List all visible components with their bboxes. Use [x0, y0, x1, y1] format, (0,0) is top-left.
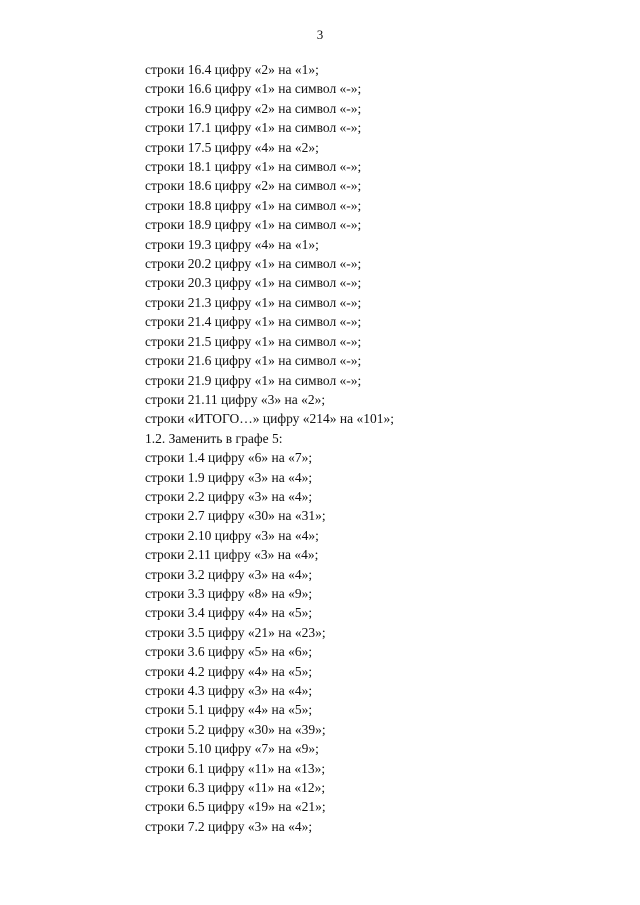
- document-line: строки 18.8 цифру «1» на символ «-»;: [145, 197, 362, 213]
- document-line: строки 7.2 цифру «3» на «4»;: [145, 818, 313, 834]
- document-line: строки 3.5 цифру «21» на «23»;: [145, 624, 326, 640]
- page-number: 3: [316, 27, 324, 42]
- document-line: строки 16.4 цифру «2» на «1»;: [145, 62, 319, 77]
- document-line: строки 20.3 цифру «1» на символ «-»;: [145, 275, 362, 291]
- document-line: строки 1.4 цифру «6» на «7»;: [145, 450, 313, 466]
- amendment-list: [145, 60, 394, 836]
- document-line: строки 17.5 цифру «4» на «2»;: [145, 139, 319, 155]
- document-line: строки 18.1 цифру «1» на символ «-»;: [145, 159, 362, 175]
- document-line: строки 21.9 цифру «1» на символ «-»;: [145, 372, 362, 388]
- document-line: строки 21.4 цифру «1» на символ «-»;: [145, 314, 362, 330]
- document-line: строки «ИТОГО…» цифру «214» на «101»;: [145, 411, 394, 427]
- document-line: строки 19.3 цифру «4» на «1»;: [145, 236, 319, 252]
- document-line: строки 2.7 цифру «30» на «31»;: [145, 508, 326, 524]
- document-line: строки 3.6 цифру «5» на «6»;: [145, 644, 313, 660]
- document-line: строки 2.2 цифру «3» на «4»;: [145, 488, 313, 504]
- document-line: строки 21.3 цифру «1» на символ «-»;: [145, 294, 362, 310]
- document-line: строки 5.10 цифру «7» на «9»;: [145, 741, 319, 757]
- document-line: строки 16.6 цифру «1» на символ «-»;: [145, 81, 362, 97]
- document-line: строки 18.9 цифру «1» на символ «-»;: [145, 217, 362, 233]
- document-line: строки 21.6 цифру «1» на символ «-»;: [145, 353, 362, 369]
- document-line: строки 2.10 цифру «3» на «4»;: [145, 527, 319, 543]
- document-line: строки 17.1 цифру «1» на символ «-»;: [145, 120, 362, 136]
- document-line: строки 6.3 цифру «11» на «12»;: [145, 780, 326, 796]
- document-line: строки 4.3 цифру «3» на «4»;: [145, 683, 313, 698]
- document-line: строки 6.5 цифру «19» на «21»;: [145, 799, 326, 815]
- document-line: строки 20.2 цифру «1» на символ «-»;: [145, 256, 362, 272]
- document-line: строки 16.9 цифру «2» на символ «-»;: [145, 100, 362, 116]
- document-line: строки 3.3 цифру «8» на «9»;: [145, 585, 313, 601]
- document-line: 1.2. Заменить в графе 5:: [145, 430, 283, 446]
- document-line: строки 5.1 цифру «4» на «5»;: [145, 702, 313, 718]
- document-line: строки 3.2 цифру «3» на «4»;: [145, 566, 313, 582]
- document-line: строки 2.11 цифру «3» на «4»;: [145, 547, 319, 563]
- document-line: строки 4.2 цифру «4» на «5»;: [145, 663, 313, 679]
- document-line: строки 1.9 цифру «3» на «4»;: [145, 469, 313, 485]
- document-line: строки 21.5 цифру «1» на символ «-»;: [145, 333, 362, 349]
- document-line: строки 18.6 цифру «2» на символ «-»;: [145, 178, 362, 194]
- document-line: строки 5.2 цифру «30» на «39»;: [145, 721, 326, 737]
- document-line: строки 6.1 цифру «11» на «13»;: [145, 760, 326, 776]
- document-line: строки 3.4 цифру «4» на «5»;: [145, 605, 313, 621]
- document-line: строки 21.11 цифру «3» на «2»;: [145, 391, 326, 407]
